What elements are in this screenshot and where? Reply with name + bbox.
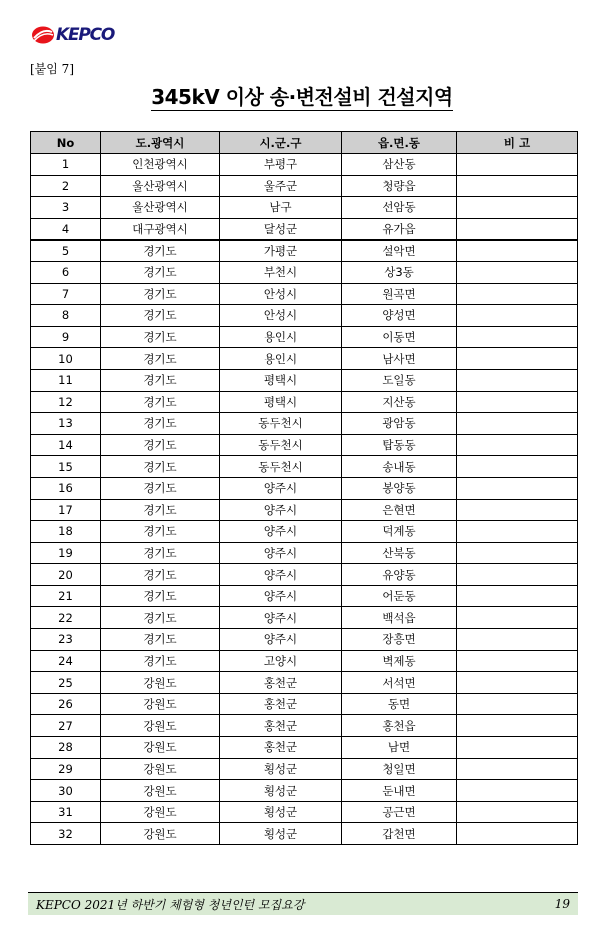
cell-city: 양주시 xyxy=(220,607,342,629)
cell-no: 24 xyxy=(31,650,101,672)
cell-remarks xyxy=(457,477,578,499)
table-row xyxy=(31,499,578,521)
cell-province: 경기도 xyxy=(101,326,220,348)
cell-town: 산북동 xyxy=(342,542,457,564)
col-header-town: 읍.면.동 xyxy=(342,132,457,154)
cell-city: 동두천시 xyxy=(220,413,342,435)
cell-no: 4 xyxy=(31,218,101,240)
cell-remarks xyxy=(457,348,578,370)
cell-city: 횡성군 xyxy=(220,758,342,780)
cell-town: 벽제동 xyxy=(342,650,457,672)
cell-no: 26 xyxy=(31,693,101,715)
col-header-remarks: 비 고 xyxy=(457,132,578,154)
cell-no: 30 xyxy=(31,780,101,802)
cell-province: 강원도 xyxy=(101,693,220,715)
cell-province: 경기도 xyxy=(101,499,220,521)
cell-city: 용인시 xyxy=(220,348,342,370)
cell-remarks xyxy=(457,521,578,543)
col-header-city: 시.군.구 xyxy=(220,132,342,154)
table-header-row xyxy=(31,132,578,154)
cell-town: 송내동 xyxy=(342,456,457,478)
cell-city: 홍천군 xyxy=(220,737,342,759)
cell-city: 부천시 xyxy=(220,261,342,283)
table-row xyxy=(31,197,578,219)
cell-no: 20 xyxy=(31,564,101,586)
table-row xyxy=(31,564,578,586)
cell-city: 동두천시 xyxy=(220,456,342,478)
cell-no: 11 xyxy=(31,369,101,391)
cell-remarks xyxy=(457,197,578,219)
cell-no: 9 xyxy=(31,326,101,348)
table-row xyxy=(31,434,578,456)
logo-text: KEPCO xyxy=(56,25,115,45)
cell-province: 경기도 xyxy=(101,650,220,672)
cell-remarks xyxy=(457,758,578,780)
table-row xyxy=(31,391,578,413)
table-row xyxy=(31,369,578,391)
table-row xyxy=(31,261,578,283)
cell-town: 청일면 xyxy=(342,758,457,780)
cell-province: 강원도 xyxy=(101,737,220,759)
cell-remarks xyxy=(457,737,578,759)
cell-no: 29 xyxy=(31,758,101,780)
cell-city: 홍천군 xyxy=(220,715,342,737)
page-footer xyxy=(28,892,578,915)
cell-city: 홍천군 xyxy=(220,693,342,715)
table-row xyxy=(31,326,578,348)
cell-province: 경기도 xyxy=(101,564,220,586)
cell-town: 서석면 xyxy=(342,672,457,694)
cell-city: 평택시 xyxy=(220,369,342,391)
table-row xyxy=(31,413,578,435)
cell-province: 대구광역시 xyxy=(101,218,220,240)
cell-no: 1 xyxy=(31,154,101,176)
table-row xyxy=(31,456,578,478)
table-row xyxy=(31,348,578,370)
table-row xyxy=(31,585,578,607)
table-row xyxy=(31,650,578,672)
cell-city: 양주시 xyxy=(220,499,342,521)
table-row xyxy=(31,780,578,802)
cell-province: 경기도 xyxy=(101,585,220,607)
cell-town: 둔내면 xyxy=(342,780,457,802)
cell-city: 양주시 xyxy=(220,585,342,607)
cell-city: 평택시 xyxy=(220,391,342,413)
cell-province: 강원도 xyxy=(101,672,220,694)
cell-remarks xyxy=(457,607,578,629)
cell-no: 17 xyxy=(31,499,101,521)
table-row xyxy=(31,521,578,543)
cell-city: 남구 xyxy=(220,197,342,219)
cell-town: 남면 xyxy=(342,737,457,759)
cell-province: 강원도 xyxy=(101,758,220,780)
cell-town: 덕계동 xyxy=(342,521,457,543)
table-row xyxy=(31,305,578,327)
table-row xyxy=(31,218,578,240)
cell-no: 12 xyxy=(31,391,101,413)
cell-city: 안성시 xyxy=(220,305,342,327)
table-row xyxy=(31,693,578,715)
cell-no: 5 xyxy=(31,240,101,262)
table-row xyxy=(31,758,578,780)
cell-no: 2 xyxy=(31,175,101,197)
table-row xyxy=(31,607,578,629)
cell-city: 용인시 xyxy=(220,326,342,348)
cell-town: 광암동 xyxy=(342,413,457,435)
cell-no: 19 xyxy=(31,542,101,564)
footer-text: KEPCO 2021년 하반기 체험형 청년인턴 모집요강 xyxy=(36,897,305,912)
cell-remarks xyxy=(457,218,578,240)
cell-province: 경기도 xyxy=(101,305,220,327)
table-row xyxy=(31,715,578,737)
cell-province: 인천광역시 xyxy=(101,154,220,176)
cell-remarks xyxy=(457,672,578,694)
cell-remarks xyxy=(457,715,578,737)
cell-remarks xyxy=(457,261,578,283)
cell-city: 안성시 xyxy=(220,283,342,305)
cell-province: 경기도 xyxy=(101,477,220,499)
kepco-logo xyxy=(31,24,114,46)
cell-province: 경기도 xyxy=(101,261,220,283)
cell-remarks xyxy=(457,326,578,348)
cell-town: 동면 xyxy=(342,693,457,715)
regions-table xyxy=(30,131,578,845)
cell-no: 25 xyxy=(31,672,101,694)
cell-remarks xyxy=(457,283,578,305)
cell-no: 27 xyxy=(31,715,101,737)
cell-province: 강원도 xyxy=(101,715,220,737)
cell-remarks xyxy=(457,369,578,391)
cell-remarks xyxy=(457,542,578,564)
kepco-emblem-icon xyxy=(31,26,55,44)
cell-no: 21 xyxy=(31,585,101,607)
cell-remarks xyxy=(457,823,578,845)
table-row xyxy=(31,542,578,564)
cell-no: 32 xyxy=(31,823,101,845)
cell-city: 양주시 xyxy=(220,477,342,499)
table-row xyxy=(31,629,578,651)
cell-city: 동두천시 xyxy=(220,434,342,456)
cell-city: 양주시 xyxy=(220,564,342,586)
cell-town: 장흥면 xyxy=(342,629,457,651)
cell-remarks xyxy=(457,434,578,456)
cell-city: 횡성군 xyxy=(220,823,342,845)
cell-town: 양성면 xyxy=(342,305,457,327)
cell-city: 횡성군 xyxy=(220,801,342,823)
table-row xyxy=(31,823,578,845)
cell-no: 16 xyxy=(31,477,101,499)
cell-no: 31 xyxy=(31,801,101,823)
cell-province: 경기도 xyxy=(101,240,220,262)
cell-city: 횡성군 xyxy=(220,780,342,802)
cell-city: 양주시 xyxy=(220,542,342,564)
table-row xyxy=(31,737,578,759)
cell-no: 8 xyxy=(31,305,101,327)
cell-province: 경기도 xyxy=(101,542,220,564)
cell-no: 15 xyxy=(31,456,101,478)
cell-city: 가평군 xyxy=(220,240,342,262)
cell-town: 지산동 xyxy=(342,391,457,413)
cell-city: 고양시 xyxy=(220,650,342,672)
cell-town: 도일동 xyxy=(342,369,457,391)
cell-town: 탑동동 xyxy=(342,434,457,456)
cell-remarks xyxy=(457,801,578,823)
cell-remarks xyxy=(457,585,578,607)
cell-no: 14 xyxy=(31,434,101,456)
cell-no: 18 xyxy=(31,521,101,543)
cell-province: 울산광역시 xyxy=(101,197,220,219)
cell-remarks xyxy=(457,175,578,197)
cell-town: 어둔동 xyxy=(342,585,457,607)
cell-no: 28 xyxy=(31,737,101,759)
cell-province: 울산광역시 xyxy=(101,175,220,197)
cell-province: 경기도 xyxy=(101,629,220,651)
cell-remarks xyxy=(457,154,578,176)
cell-remarks xyxy=(457,413,578,435)
cell-province: 경기도 xyxy=(101,607,220,629)
page-title-text: 345kV 이상 송·변전설비 건설지역 xyxy=(151,85,453,109)
cell-city: 양주시 xyxy=(220,521,342,543)
cell-town: 은현면 xyxy=(342,499,457,521)
cell-town: 삼산동 xyxy=(342,154,457,176)
cell-no: 3 xyxy=(31,197,101,219)
cell-city: 홍천군 xyxy=(220,672,342,694)
cell-remarks xyxy=(457,780,578,802)
cell-remarks xyxy=(457,391,578,413)
cell-town: 선암동 xyxy=(342,197,457,219)
cell-remarks xyxy=(457,499,578,521)
cell-remarks xyxy=(457,629,578,651)
cell-town: 갑천면 xyxy=(342,823,457,845)
table-row xyxy=(31,477,578,499)
cell-no: 23 xyxy=(31,629,101,651)
cell-province: 경기도 xyxy=(101,521,220,543)
table-row xyxy=(31,283,578,305)
cell-no: 7 xyxy=(31,283,101,305)
cell-remarks xyxy=(457,305,578,327)
cell-province: 강원도 xyxy=(101,823,220,845)
cell-province: 경기도 xyxy=(101,434,220,456)
cell-province: 경기도 xyxy=(101,283,220,305)
cell-town: 유가읍 xyxy=(342,218,457,240)
cell-city: 달성군 xyxy=(220,218,342,240)
table-row xyxy=(31,801,578,823)
attachment-label: [붙임 7] xyxy=(30,62,74,76)
cell-town: 백석읍 xyxy=(342,607,457,629)
table-row xyxy=(31,672,578,694)
table-row xyxy=(31,240,578,262)
cell-town: 설악면 xyxy=(342,240,457,262)
cell-province: 강원도 xyxy=(101,780,220,802)
cell-no: 13 xyxy=(31,413,101,435)
col-header-province: 도.광역시 xyxy=(101,132,220,154)
cell-city: 울주군 xyxy=(220,175,342,197)
cell-province: 강원도 xyxy=(101,801,220,823)
cell-remarks xyxy=(457,456,578,478)
cell-city: 부평구 xyxy=(220,154,342,176)
cell-no: 10 xyxy=(31,348,101,370)
cell-city: 양주시 xyxy=(220,629,342,651)
cell-province: 경기도 xyxy=(101,456,220,478)
table-row xyxy=(31,154,578,176)
page-title xyxy=(0,81,604,110)
cell-town: 유양동 xyxy=(342,564,457,586)
cell-no: 6 xyxy=(31,261,101,283)
cell-town: 홍천읍 xyxy=(342,715,457,737)
page-number: 19 xyxy=(554,897,570,911)
cell-town: 남사면 xyxy=(342,348,457,370)
cell-province: 경기도 xyxy=(101,348,220,370)
cell-province: 경기도 xyxy=(101,369,220,391)
cell-town: 이동면 xyxy=(342,326,457,348)
cell-town: 청량읍 xyxy=(342,175,457,197)
cell-remarks xyxy=(457,650,578,672)
cell-town: 공근면 xyxy=(342,801,457,823)
cell-no: 22 xyxy=(31,607,101,629)
cell-province: 경기도 xyxy=(101,391,220,413)
cell-town: 원곡면 xyxy=(342,283,457,305)
cell-town: 상3동 xyxy=(342,261,457,283)
col-header-no: No xyxy=(31,132,101,154)
cell-town: 봉양동 xyxy=(342,477,457,499)
cell-remarks xyxy=(457,564,578,586)
table-row xyxy=(31,175,578,197)
cell-province: 경기도 xyxy=(101,413,220,435)
cell-remarks xyxy=(457,693,578,715)
cell-remarks xyxy=(457,240,578,262)
